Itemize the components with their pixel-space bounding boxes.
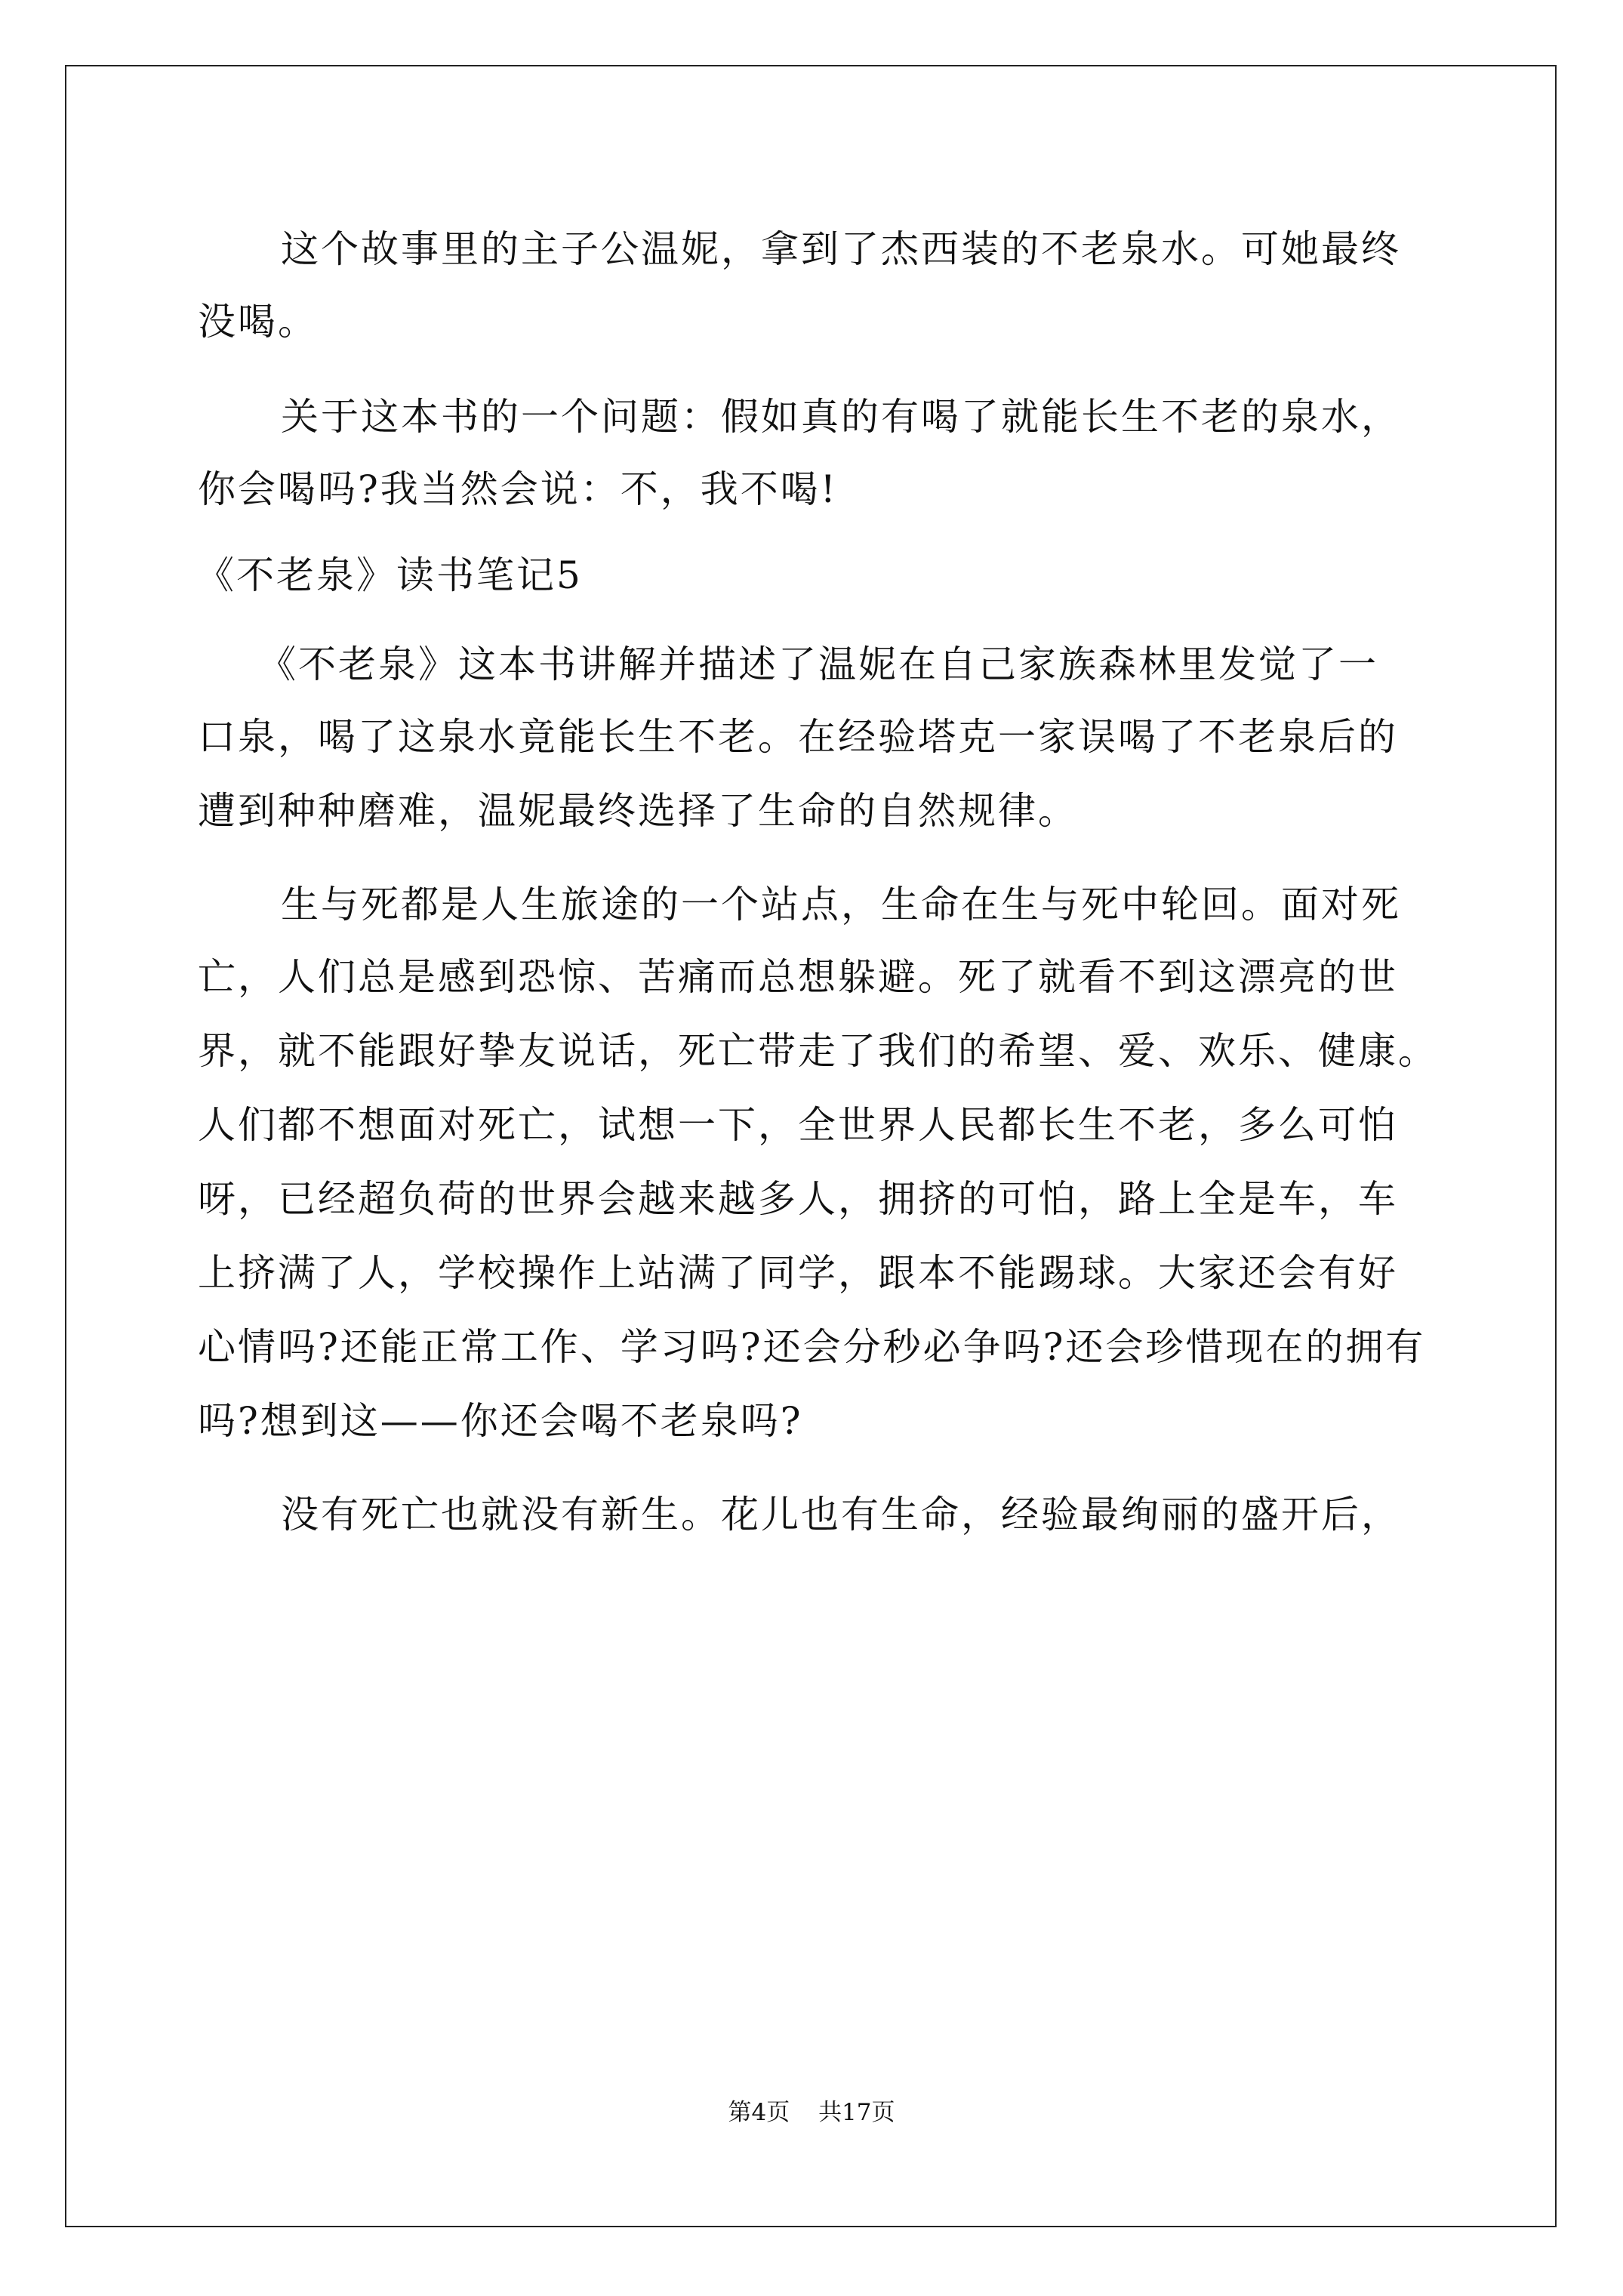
paragraph-2-line-2: 你会喝吗?我当然会说：不，我不喝!	[198, 467, 838, 511]
paragraph-4-line-1: 生与死都是人生旅途的一个站点，生命在生与死中轮回。面对死	[281, 883, 1401, 926]
page-total: 共17页	[818, 2099, 895, 2126]
paragraph-1-line-2: 没喝。	[198, 300, 318, 344]
paragraph-4-line-6: 上挤满了人，学校操作上站满了同学，跟本不能踢球。大家还会有好	[198, 1251, 1398, 1295]
paragraph-5-line-1: 没有死亡也就没有新生。花儿也有生命，经验最绚丽的盛开后，	[281, 1493, 1401, 1536]
paragraph-1-line-1: 这个故事里的主子公温妮，拿到了杰西装的不老泉水。可她最终	[281, 227, 1401, 271]
paragraph-4-line-8: 吗?想到这——你还会喝不老泉吗?	[198, 1399, 803, 1443]
paragraph-4-line-7: 心情吗?还能正常工作、学习吗?还会分秒必争吗?还会珍惜现在的拥有	[198, 1325, 1426, 1369]
paragraph-4-line-3: 界，就不能跟好挚友说话，死亡带走了我们的希望、爱、欢乐、健康。	[198, 1029, 1438, 1073]
page-footer	[0, 2097, 1623, 2128]
paragraph-3-line-2: 口泉，喝了这泉水竟能长生不老。在经验塔克一家误喝了不老泉后的	[198, 715, 1398, 759]
paragraph-4-line-4: 人们都不想面对死亡，试想一下，全世界人民都长生不老，多么可怕	[198, 1103, 1398, 1147]
paragraph-2-line-1: 关于这本书的一个问题：假如真的有喝了就能长生不老的泉水，	[281, 395, 1401, 439]
page-number: 第4页	[728, 2099, 790, 2126]
paragraph-4-line-2: 亡，人们总是感到恐惊、苦痛而总想躲避。死了就看不到这漂亮的世	[198, 955, 1398, 999]
paragraph-3-line-1: 《不老泉》这本书讲解并描述了温妮在自己家族森林里发觉了一	[258, 643, 1378, 686]
paragraph-4-line-5: 呀，已经超负荷的世界会越来越多人，拥挤的可怕，路上全是车，车	[198, 1177, 1398, 1221]
paragraph-3-line-3: 遭到种种磨难，温妮最终选择了生命的自然规律。	[198, 789, 1078, 833]
section-heading: 《不老泉》读书笔记5	[196, 553, 583, 597]
